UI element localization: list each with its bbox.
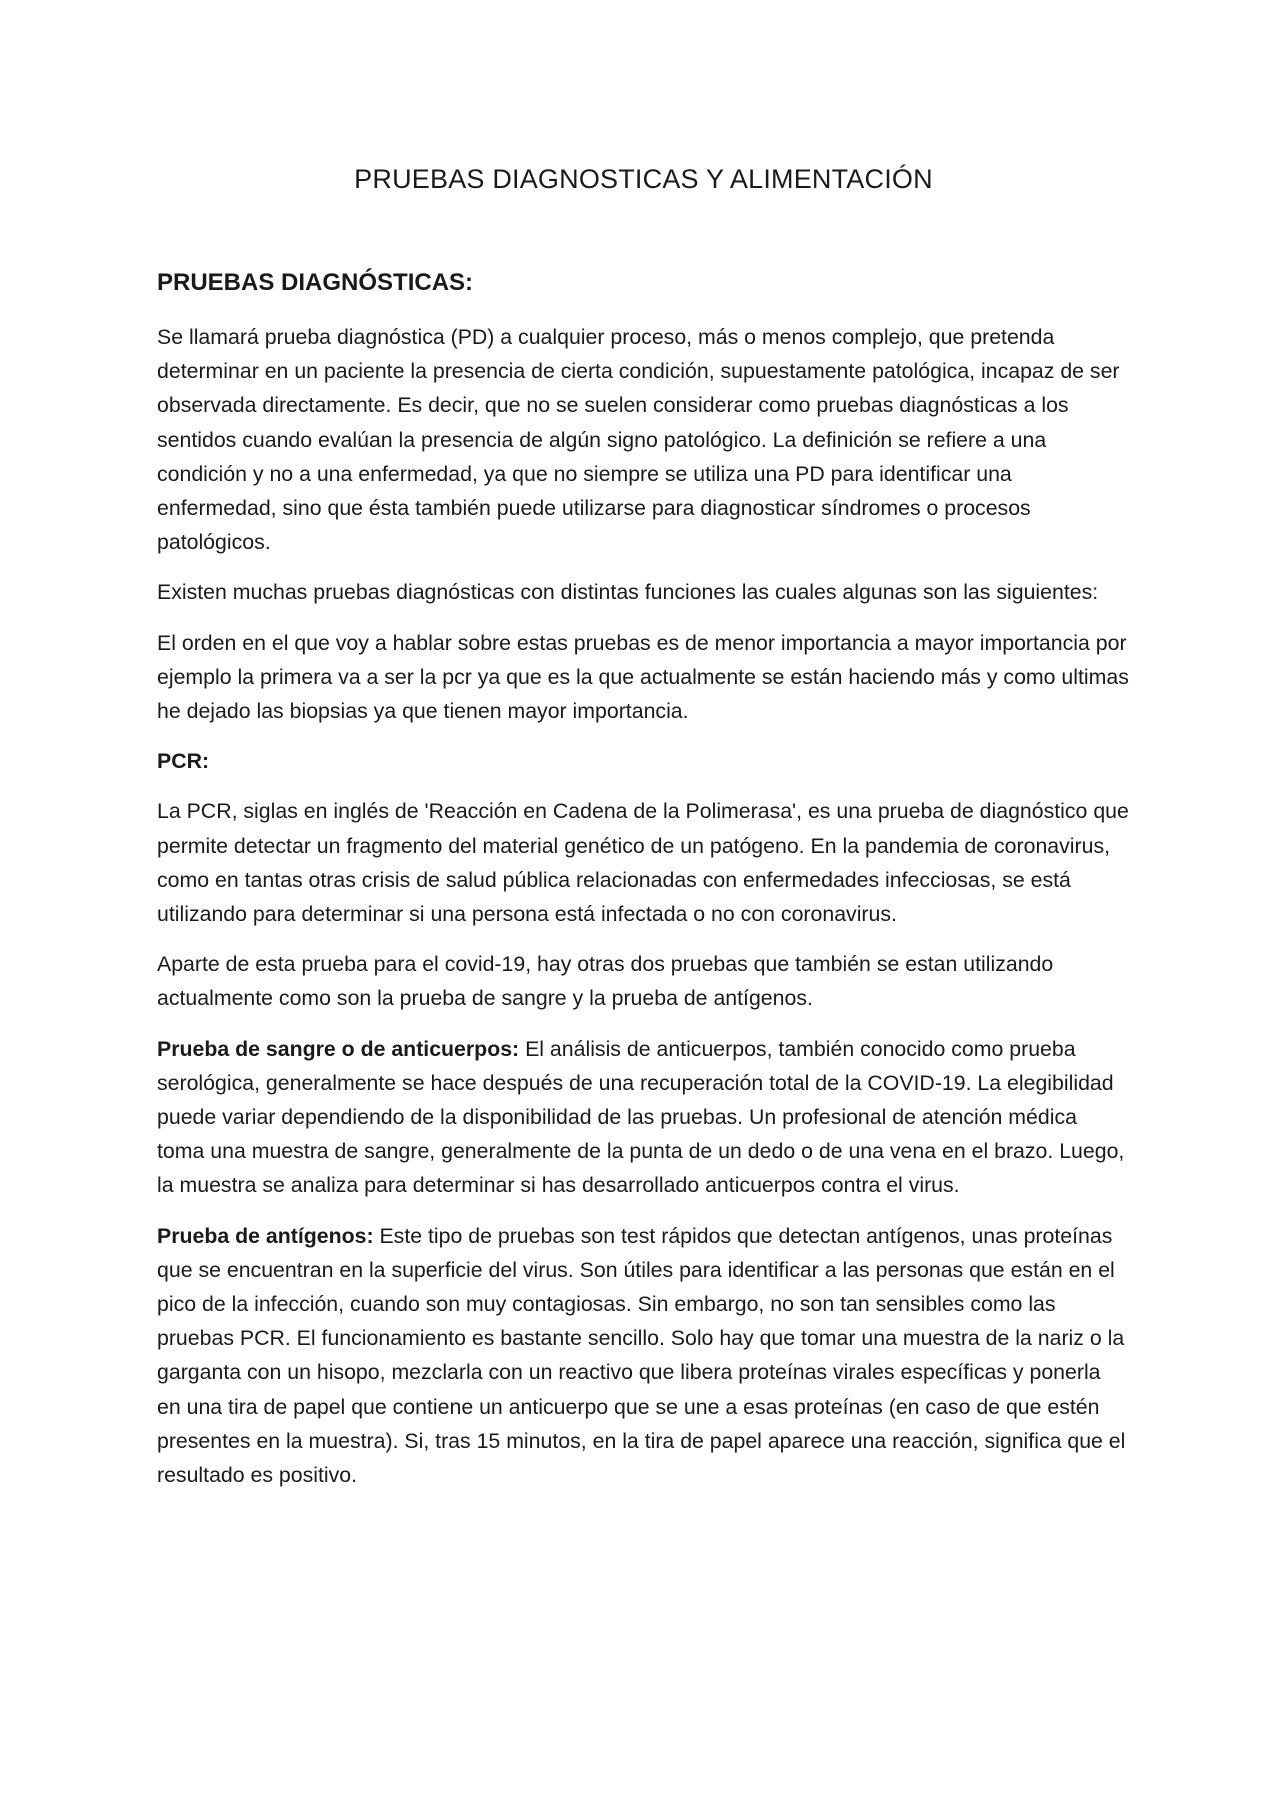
document-title: PRUEBAS DIAGNOSTICAS Y ALIMENTACIÓN bbox=[354, 164, 933, 194]
subheading-pcr: PCR: bbox=[157, 749, 210, 774]
text-prueba-sangre: El análisis de anticuerpos, también conocido como prueba serológica, generalmente se hace después de una recuperación total de la COVID-19. La elegibilidad puede variar dependiendo de la disponibilidad de las pruebas. Un profesional de atención médica toma una muestra de sangre, generalmente de la punta de un dedo o de una vena en el brazo. Luego, la muestra se analiza para determinar si has desarrollado anticuerpos contra el virus. bbox=[157, 1036, 1125, 1198]
paragraph-prueba-sangre bbox=[157, 1032, 1130, 1203]
paragraph-pcr-otras-pruebas: Aparte de esta prueba para el covid-19, hay otras dos pruebas que también se estan utilizando actualmente como son la prueba de sangre y la prueba de antígenos. bbox=[157, 952, 1054, 1011]
paragraph-existen: Existen muchas pruebas diagnósticas con distintas funciones las cuales algunas son las siguientes: bbox=[157, 580, 1099, 605]
lead-prueba-antigenos: Prueba de antígenos: bbox=[157, 1223, 374, 1248]
section-heading-pruebas-diagnosticas: PRUEBAS DIAGNÓSTICAS: bbox=[157, 269, 474, 296]
text-prueba-antigenos: Este tipo de pruebas son test rápidos que detectan antígenos, unas proteínas que se encuentran en la superficie del virus. Son útiles para identificar a las personas que están en el pico de la infección, cuando son muy contagiosas. Sin embargo, no son tan sensibles como las pruebas PCR. El funcionamiento es bastante sencillo. Solo hay que tomar una muestra de la nariz o la garganta con un hisopo, mezclarla con un reactivo que libera proteínas virales específicas y ponerla en una tira de papel que contiene un anticuerpo que se une a esas proteínas (en caso de que estén presentes en la muestra). Si, tras 15 minutos, en la tira de papel aparece una reacción, significa que el resultado es positivo. bbox=[157, 1223, 1126, 1488]
paragraph-pcr-definition: La PCR, siglas en inglés de 'Reacción en Cadena de la Polimerasa', es una prueba de diagnóstico que permite detectar un fragmento del material genético de un patógeno. En la pandemia de coronavirus, como en tantas otras crisis de salud pública relacionadas con enfermedades infecciosas, se está utilizando para determinar si una persona está infectada o no con coronavirus. bbox=[157, 799, 1129, 927]
paragraph-prueba-antigenos bbox=[157, 1219, 1130, 1493]
lead-prueba-sangre: Prueba de sangre o de anticuerpos: bbox=[157, 1036, 520, 1061]
paragraph-definition: Se llamará prueba diagnóstica (PD) a cualquier proceso, más o menos complejo, que pretenda determinar en un paciente la presencia de cierta condición, supuestamente patológica, incapaz de ser observada directamente. Es decir, que no se suelen considerar como pruebas diagnósticas a los sentidos cuando evalúan la presencia de algún signo patológico. La definición se refiere a una condición y no a una enfermedad, ya que no siempre se utiliza una PD para identificar una enfermedad, sino que ésta también puede utilizarse para diagnosticar síndromes o procesos patológicos. bbox=[157, 325, 1120, 555]
paragraph-orden: El orden en el que voy a hablar sobre estas pruebas es de menor importancia a mayor importancia por ejemplo la primera va a ser la pcr ya que es la que actualmente se están haciendo más y como ultimas he dejado las biopsias ya que tienen mayor importancia. bbox=[157, 630, 1129, 724]
